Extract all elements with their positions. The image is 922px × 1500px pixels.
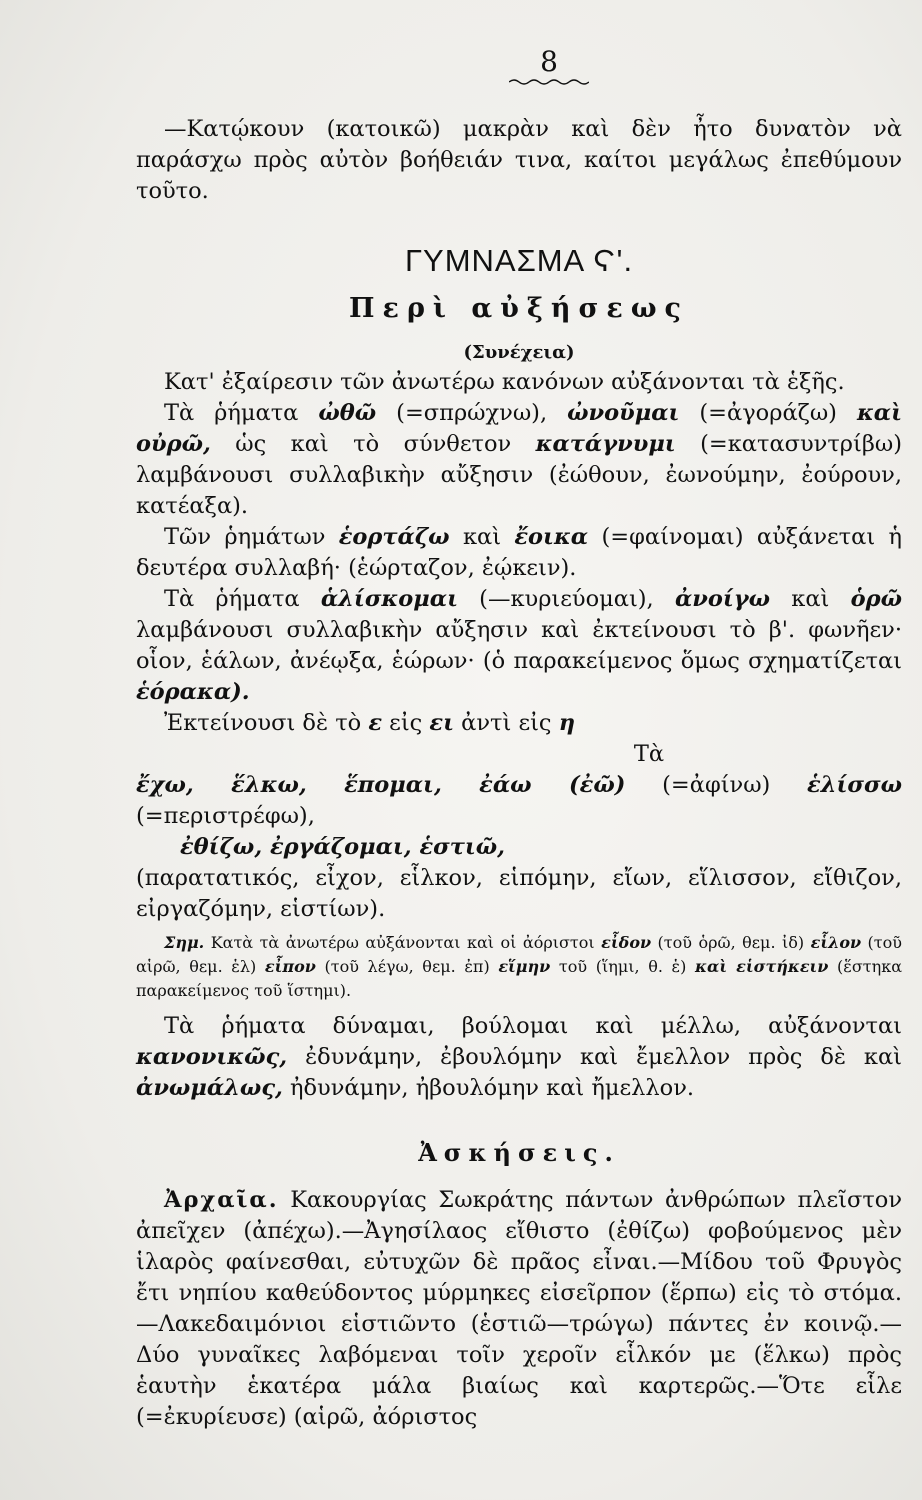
paragraph-syllabic-verbs: Τὰ ῥήματα ὠθῶ (=σπρώχνω), ὠνοῦμαι (=ἀγοράζω) καὶ οὐρῶ, ὡς καὶ τὸ σύνθετον κατάγνυμι (=κατασυντρίβω) λαμβάνουσι συλλαβικὴν αὔξησιν (ἐώθουν, ἐωνούμην, ἐούρουν, κατέαξα). <box>136 400 903 519</box>
paragraph-second-syllable: Τῶν ῥημάτων ἑορτάζω καὶ ἔοικα (=φαίνομαι) αὐξάνεται ἡ δευτέρα συλλαβή· (ἑώρταζον, ἐῴκειν). <box>136 524 902 581</box>
paragraph-e-to-ei: Ἐκτείνουσι δὲ τὸ ε εἰς ει ἀντὶ εἰς η <box>164 710 576 736</box>
page-header <box>136 45 902 86</box>
verb-list-line-1: ἔχω, ἕλκω, ἕπομαι, ἐάω (ἐῶ) (=ἀφίνω) ἑλίσσω (=περιστρέφω), <box>136 772 902 829</box>
paragraph-extended-vowel: Τὰ ῥήματα ἁλίσκομαι (—κυριεύομαι), ἀνοίγω καὶ ὁρῶ λαμβάνουσι συλλαβικὴν αὔξησιν καὶ ἐκτείνουσι τὸ β'. φωνῆεν· οἷον, ἑάλων, ἀνέῳξα, ἑώρων· (ὁ παρακείμενος ὅμως σχηματίζεται ἑόρακα). <box>136 586 902 705</box>
intro-paragraph: —Κατῴκουν (κατοικῶ) μακρὰν καὶ δὲν ἦτο δυνατὸν νὰ παράσχω πρὸς αὐτὸν βοήθειάν τινα, καίτοι μεγάλως ἐπεθύμουν τοῦτο. <box>136 116 902 204</box>
wavy-rule-ornament <box>509 78 589 86</box>
paragraph-exceptions: Κατ' ἐξαίρεσιν τῶν ἀνωτέρω κανόνων αὐξάνονται τὰ ἑξῆς. <box>164 369 845 395</box>
ta-line: Τὰ <box>633 741 665 767</box>
ancient-label: Ἀρχαῖα. <box>164 1187 279 1213</box>
note-paragraph: Σημ. Κατὰ τὰ ἀνωτέρω αὐξάνονται καὶ οἱ ἀόριστοι εἶδον (τοῦ ὁρῶ, θεμ. ἰδ) εἷλον (τοῦ αἱρῶ, θεμ. ἑλ) εἶπον (τοῦ λέγω, θεμ. ἐπ) εἵμην τοῦ (ἵημι, θ. ἑ) καὶ εἱστήκειν (ἕστηκα παρακείμενος τοῦ ἵστημι). <box>136 933 903 1000</box>
ancient-exercise-paragraph: Ἀρχαῖα. Κακουργίας Σωκράτης πάντων ἀνθρώπων πλεῖστον ἀπεῖχεν (ἀπέχω).—Ἀγησίλαος εἴθιστο (ἐθίζω) φοβούμενος μὲν ἱλαρὸς φαίνεσθαι, εὐτυχῶν δὲ πρᾶος εἶναι.—Μίδου τοῦ Φρυγὸς ἔτι νηπίου καθεύδοντος μύρμηκες εἰσεῖρπον (ἕρπω) εἰς τὸ στόμα.—Λακεδαιμόνιοι εἱστιῶντο (ἑστιῶ—τρώγω) πάντες ἐν κοινῷ.—Δύο γυναῖκες λαβόμεναι τοῖν χεροῖν εἷλκόν με (ἕλκω) πρὸς ἑαυτὴν ἑκατέρα μάλα βιαίως καὶ καρτερῶς.—Ὅτε εἷλε (=ἐκυρίευσε) (αἱρῶ, ἀόριστος <box>136 1187 902 1430</box>
section-subheading: Περὶ αὐξήσεως <box>349 293 689 324</box>
verb-list-line-2: ἐθίζω, ἐργάζομαι, ἑστιῶ, <box>180 834 506 860</box>
continuation-label: (Συνέχεια) <box>463 342 575 363</box>
paragraph-regular-irregular: Τὰ ῥήματα δύναμαι, βούλομαι καὶ μέλλω, αὐξάνονται κανονικῶς, ἐδυνάμην, ἐβουλόμην καὶ ἔμελλον πρὸς δὲ καὶ ἀνωμάλως, ἠδυνάμην, ἠβουλόμην καὶ ἤμελλον. <box>136 1013 902 1101</box>
imperfect-forms: (παρατατικός, εἶχον, εἷλκον, εἱπόμην, εἴων, εἵλισσον, εἴθιζον, εἰργαζόμην, εἱστίων). <box>136 865 902 922</box>
section-heading: ΓΥΜΝΑΣΜΑ Ϛ'. <box>404 243 634 278</box>
page-number: 8 <box>540 45 558 78</box>
exercises-heading: Ἀσκήσεις. <box>418 1138 620 1167</box>
